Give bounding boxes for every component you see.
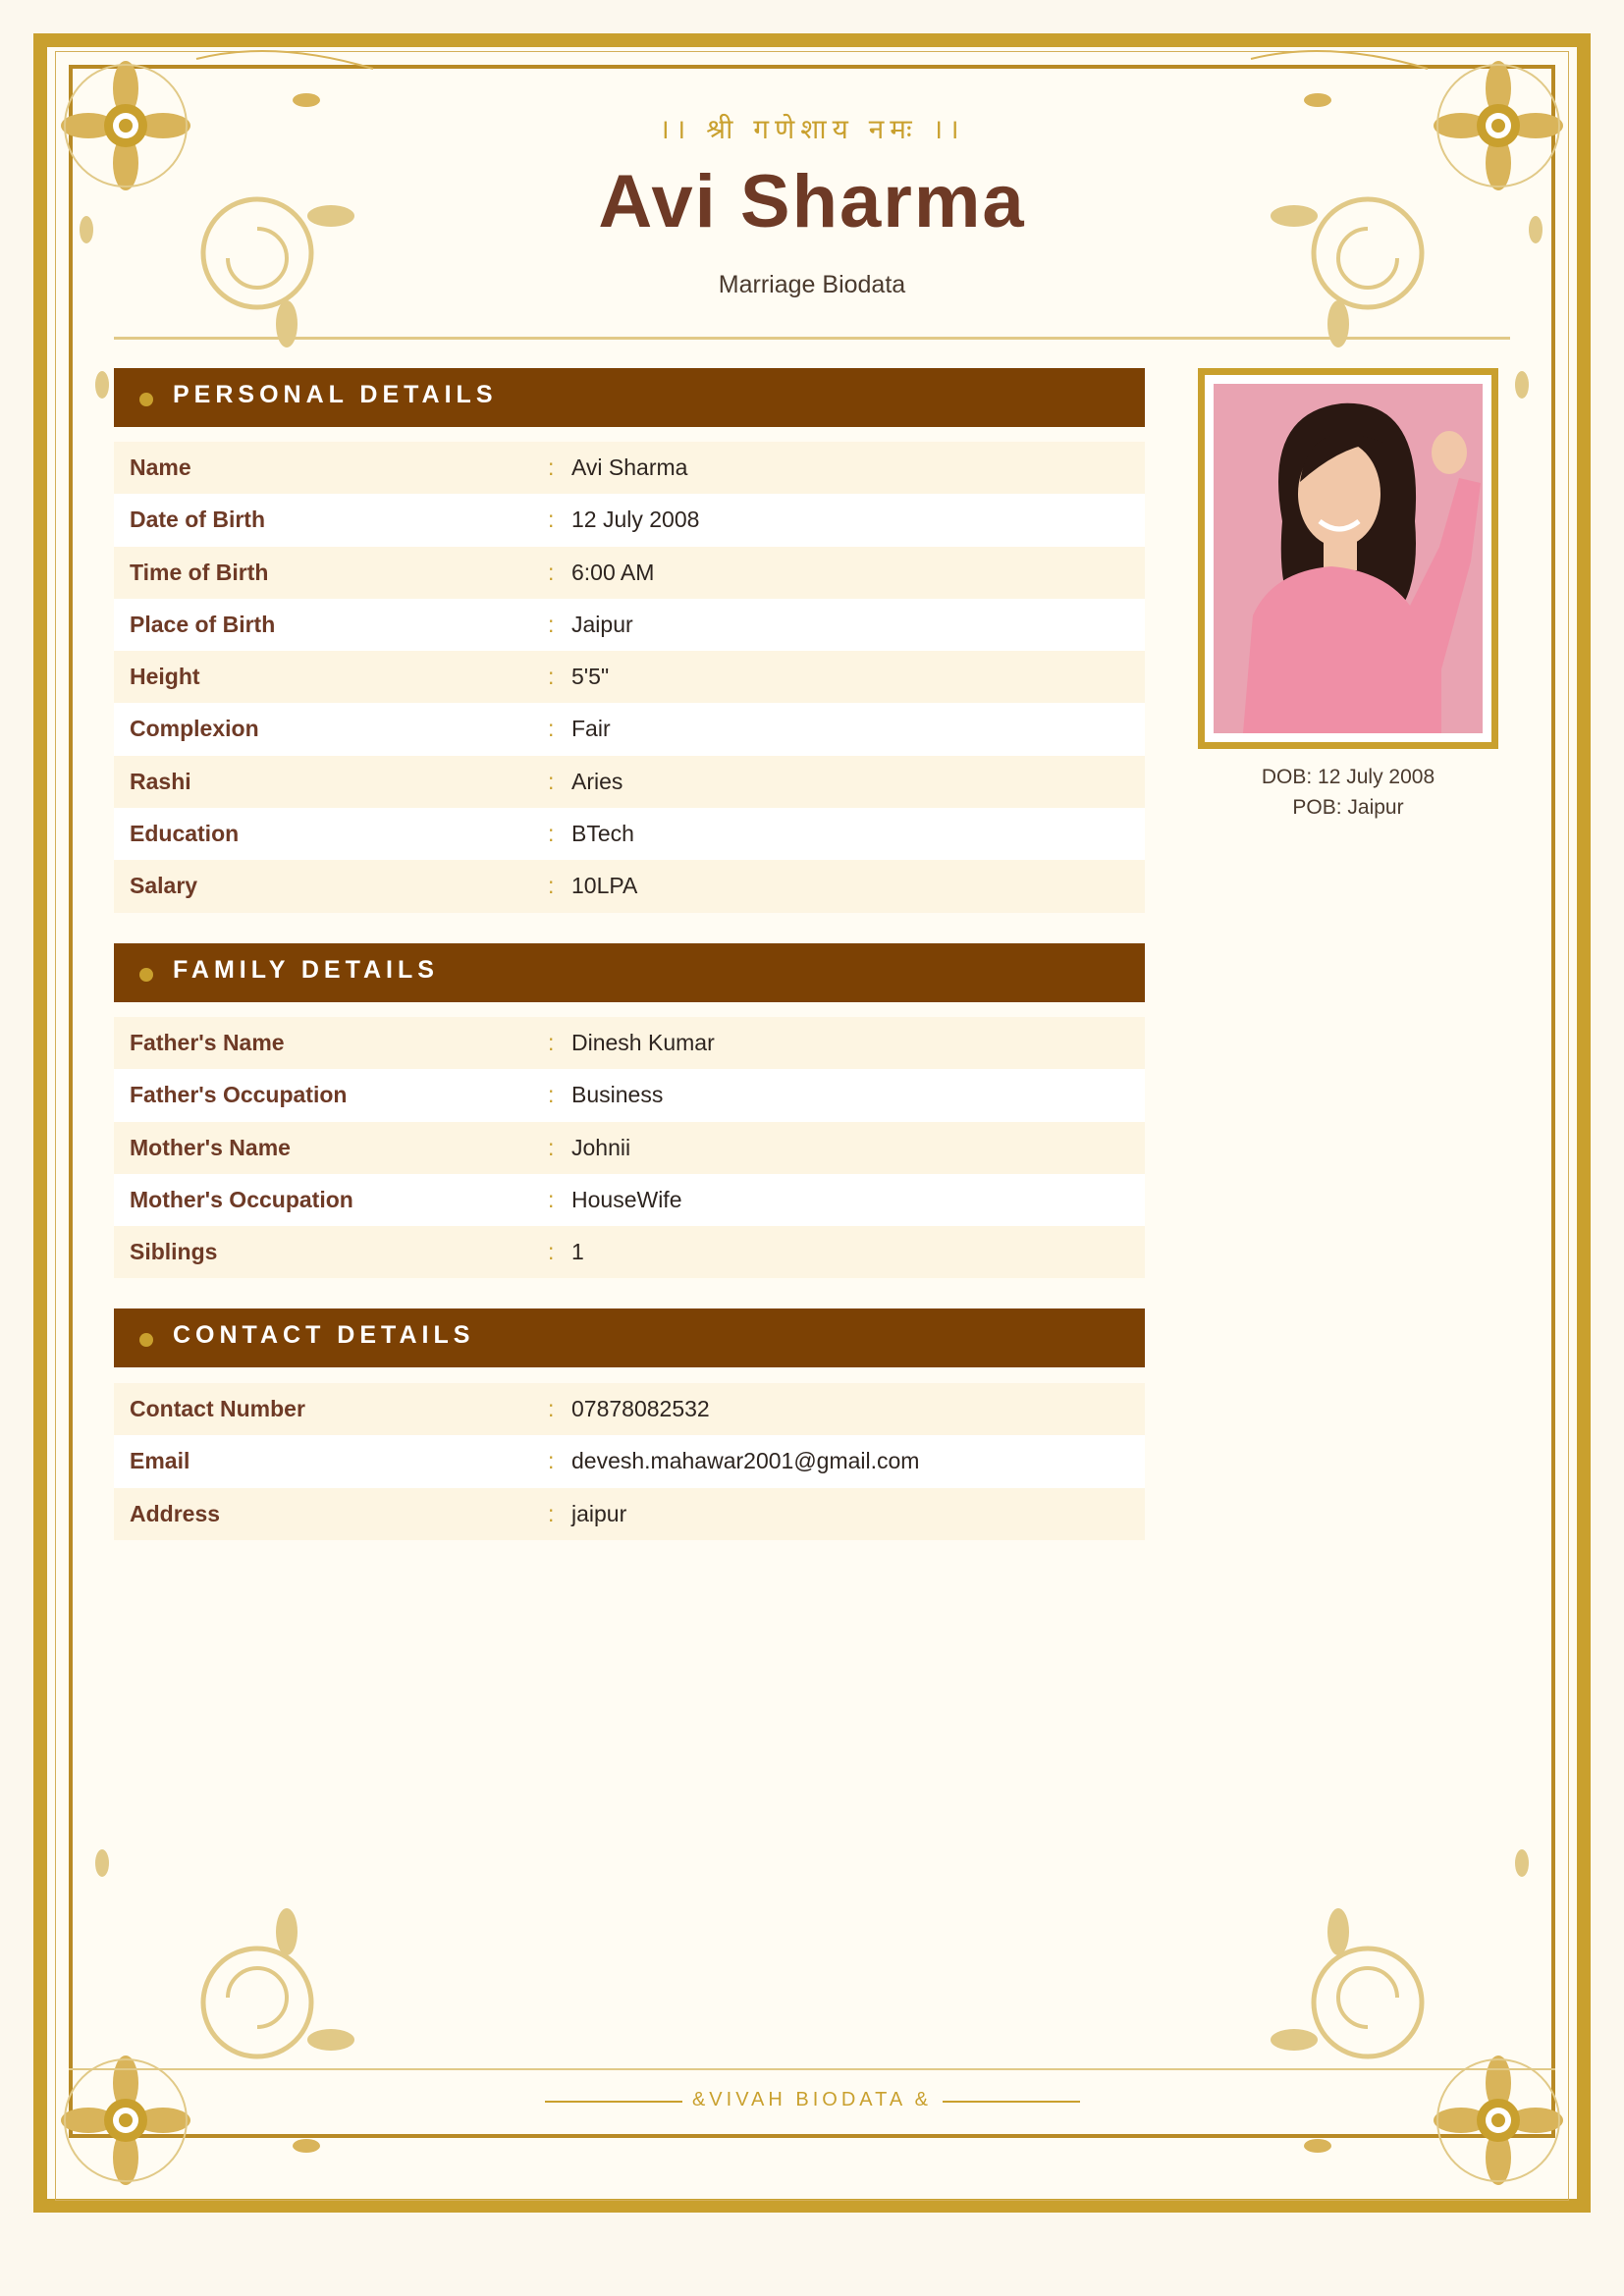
field-separator: : xyxy=(548,1239,555,1265)
field-separator: : xyxy=(548,1082,555,1108)
table-row xyxy=(114,703,1145,755)
table-row xyxy=(114,1122,1145,1174)
bullet-dot-icon xyxy=(139,1333,153,1347)
table-row xyxy=(114,808,1145,860)
field-label: Mother's Occupation xyxy=(130,1186,353,1212)
table-row xyxy=(114,651,1145,703)
field-separator: : xyxy=(548,1500,555,1526)
field-label: Email xyxy=(130,1448,190,1474)
field-label: Name xyxy=(130,454,191,480)
section-header-contact xyxy=(114,1308,1145,1367)
field-label: Time of Birth xyxy=(130,559,269,585)
field-value: Jaipur xyxy=(571,611,633,637)
field-value: 12 July 2008 xyxy=(571,507,700,533)
field-label: Address xyxy=(130,1500,221,1526)
field-value: HouseWife xyxy=(571,1186,682,1212)
section-title: CONTACT DETAILS xyxy=(173,1321,475,1349)
table-row xyxy=(114,1226,1145,1278)
table-row xyxy=(114,547,1145,599)
field-label: Complexion xyxy=(130,716,259,742)
field-label: Salary xyxy=(130,873,198,899)
section-header-family xyxy=(114,943,1145,1002)
table-row xyxy=(114,494,1145,546)
table-row xyxy=(114,756,1145,808)
field-value: Business xyxy=(571,1082,664,1108)
photo-caption-pob: POB: Jaipur xyxy=(1292,796,1404,819)
table-row xyxy=(114,1174,1145,1226)
bullet-dot-icon xyxy=(139,393,153,406)
table-row xyxy=(114,860,1145,912)
page-title: Avi Sharma xyxy=(598,160,1026,243)
field-separator: : xyxy=(548,768,555,794)
table-row xyxy=(114,599,1145,651)
field-label: Place of Birth xyxy=(130,611,276,637)
field-label: Contact Number xyxy=(130,1396,305,1421)
personal-details-table xyxy=(114,442,1145,913)
field-separator: : xyxy=(548,873,555,899)
field-value: Aries xyxy=(571,768,623,794)
field-separator: : xyxy=(548,454,555,480)
section-title: PERSONAL DETAILS xyxy=(173,381,498,408)
field-separator: : xyxy=(548,559,555,585)
section-header-personal xyxy=(114,368,1145,427)
field-value: Dinesh Kumar xyxy=(571,1030,715,1055)
field-label: Date of Birth xyxy=(130,507,265,533)
table-row xyxy=(114,1017,1145,1069)
table-row xyxy=(114,442,1145,494)
field-value: Johnii xyxy=(571,1134,631,1160)
field-label: Mother's Name xyxy=(130,1134,291,1160)
profile-photo xyxy=(1214,384,1483,733)
field-separator: : xyxy=(548,821,555,847)
field-label: Education xyxy=(130,821,240,847)
family-details-table xyxy=(114,1017,1145,1278)
header-divider xyxy=(114,337,1510,340)
field-value: 6:00 AM xyxy=(571,559,655,585)
field-separator: : xyxy=(548,1448,555,1474)
field-separator: : xyxy=(548,1396,555,1421)
field-label: Father's Name xyxy=(130,1030,285,1055)
profile-photo-frame xyxy=(1198,368,1498,749)
field-separator: : xyxy=(548,716,555,742)
field-value: devesh.mahawar2001@gmail.com xyxy=(571,1448,920,1474)
field-separator: : xyxy=(548,611,555,637)
field-value: Fair xyxy=(571,716,611,742)
field-value: jaipur xyxy=(571,1500,627,1526)
field-value: 07878082532 xyxy=(571,1396,710,1421)
field-separator: : xyxy=(548,1030,555,1055)
field-label: Height xyxy=(130,664,200,690)
field-separator: : xyxy=(548,1134,555,1160)
field-separator: : xyxy=(548,507,555,533)
table-row xyxy=(114,1383,1145,1435)
photo-caption-dob: DOB: 12 July 2008 xyxy=(1261,766,1435,788)
field-label: Rashi xyxy=(130,768,191,794)
field-separator: : xyxy=(548,664,555,690)
field-value: Avi Sharma xyxy=(571,454,688,480)
page-subtitle: Marriage Biodata xyxy=(718,271,906,298)
section-title: FAMILY DETAILS xyxy=(173,956,439,984)
invocation-text: ।। श्री गणेशाय नमः ।। xyxy=(659,113,965,145)
footer-brand: &VIVAH BIODATA & xyxy=(691,2089,933,2110)
field-label: Father's Occupation xyxy=(130,1082,348,1108)
table-row xyxy=(114,1488,1145,1540)
table-row xyxy=(114,1069,1145,1121)
contact-details-table xyxy=(114,1383,1145,1540)
bullet-dot-icon xyxy=(139,968,153,982)
field-value: BTech xyxy=(571,821,634,847)
field-value: 1 xyxy=(571,1239,584,1265)
field-value: 10LPA xyxy=(571,873,638,899)
field-label: Siblings xyxy=(130,1239,218,1265)
field-value: 5'5" xyxy=(571,664,610,690)
table-row xyxy=(114,1435,1145,1487)
portrait-illustration xyxy=(1214,384,1481,733)
field-separator: : xyxy=(548,1186,555,1212)
